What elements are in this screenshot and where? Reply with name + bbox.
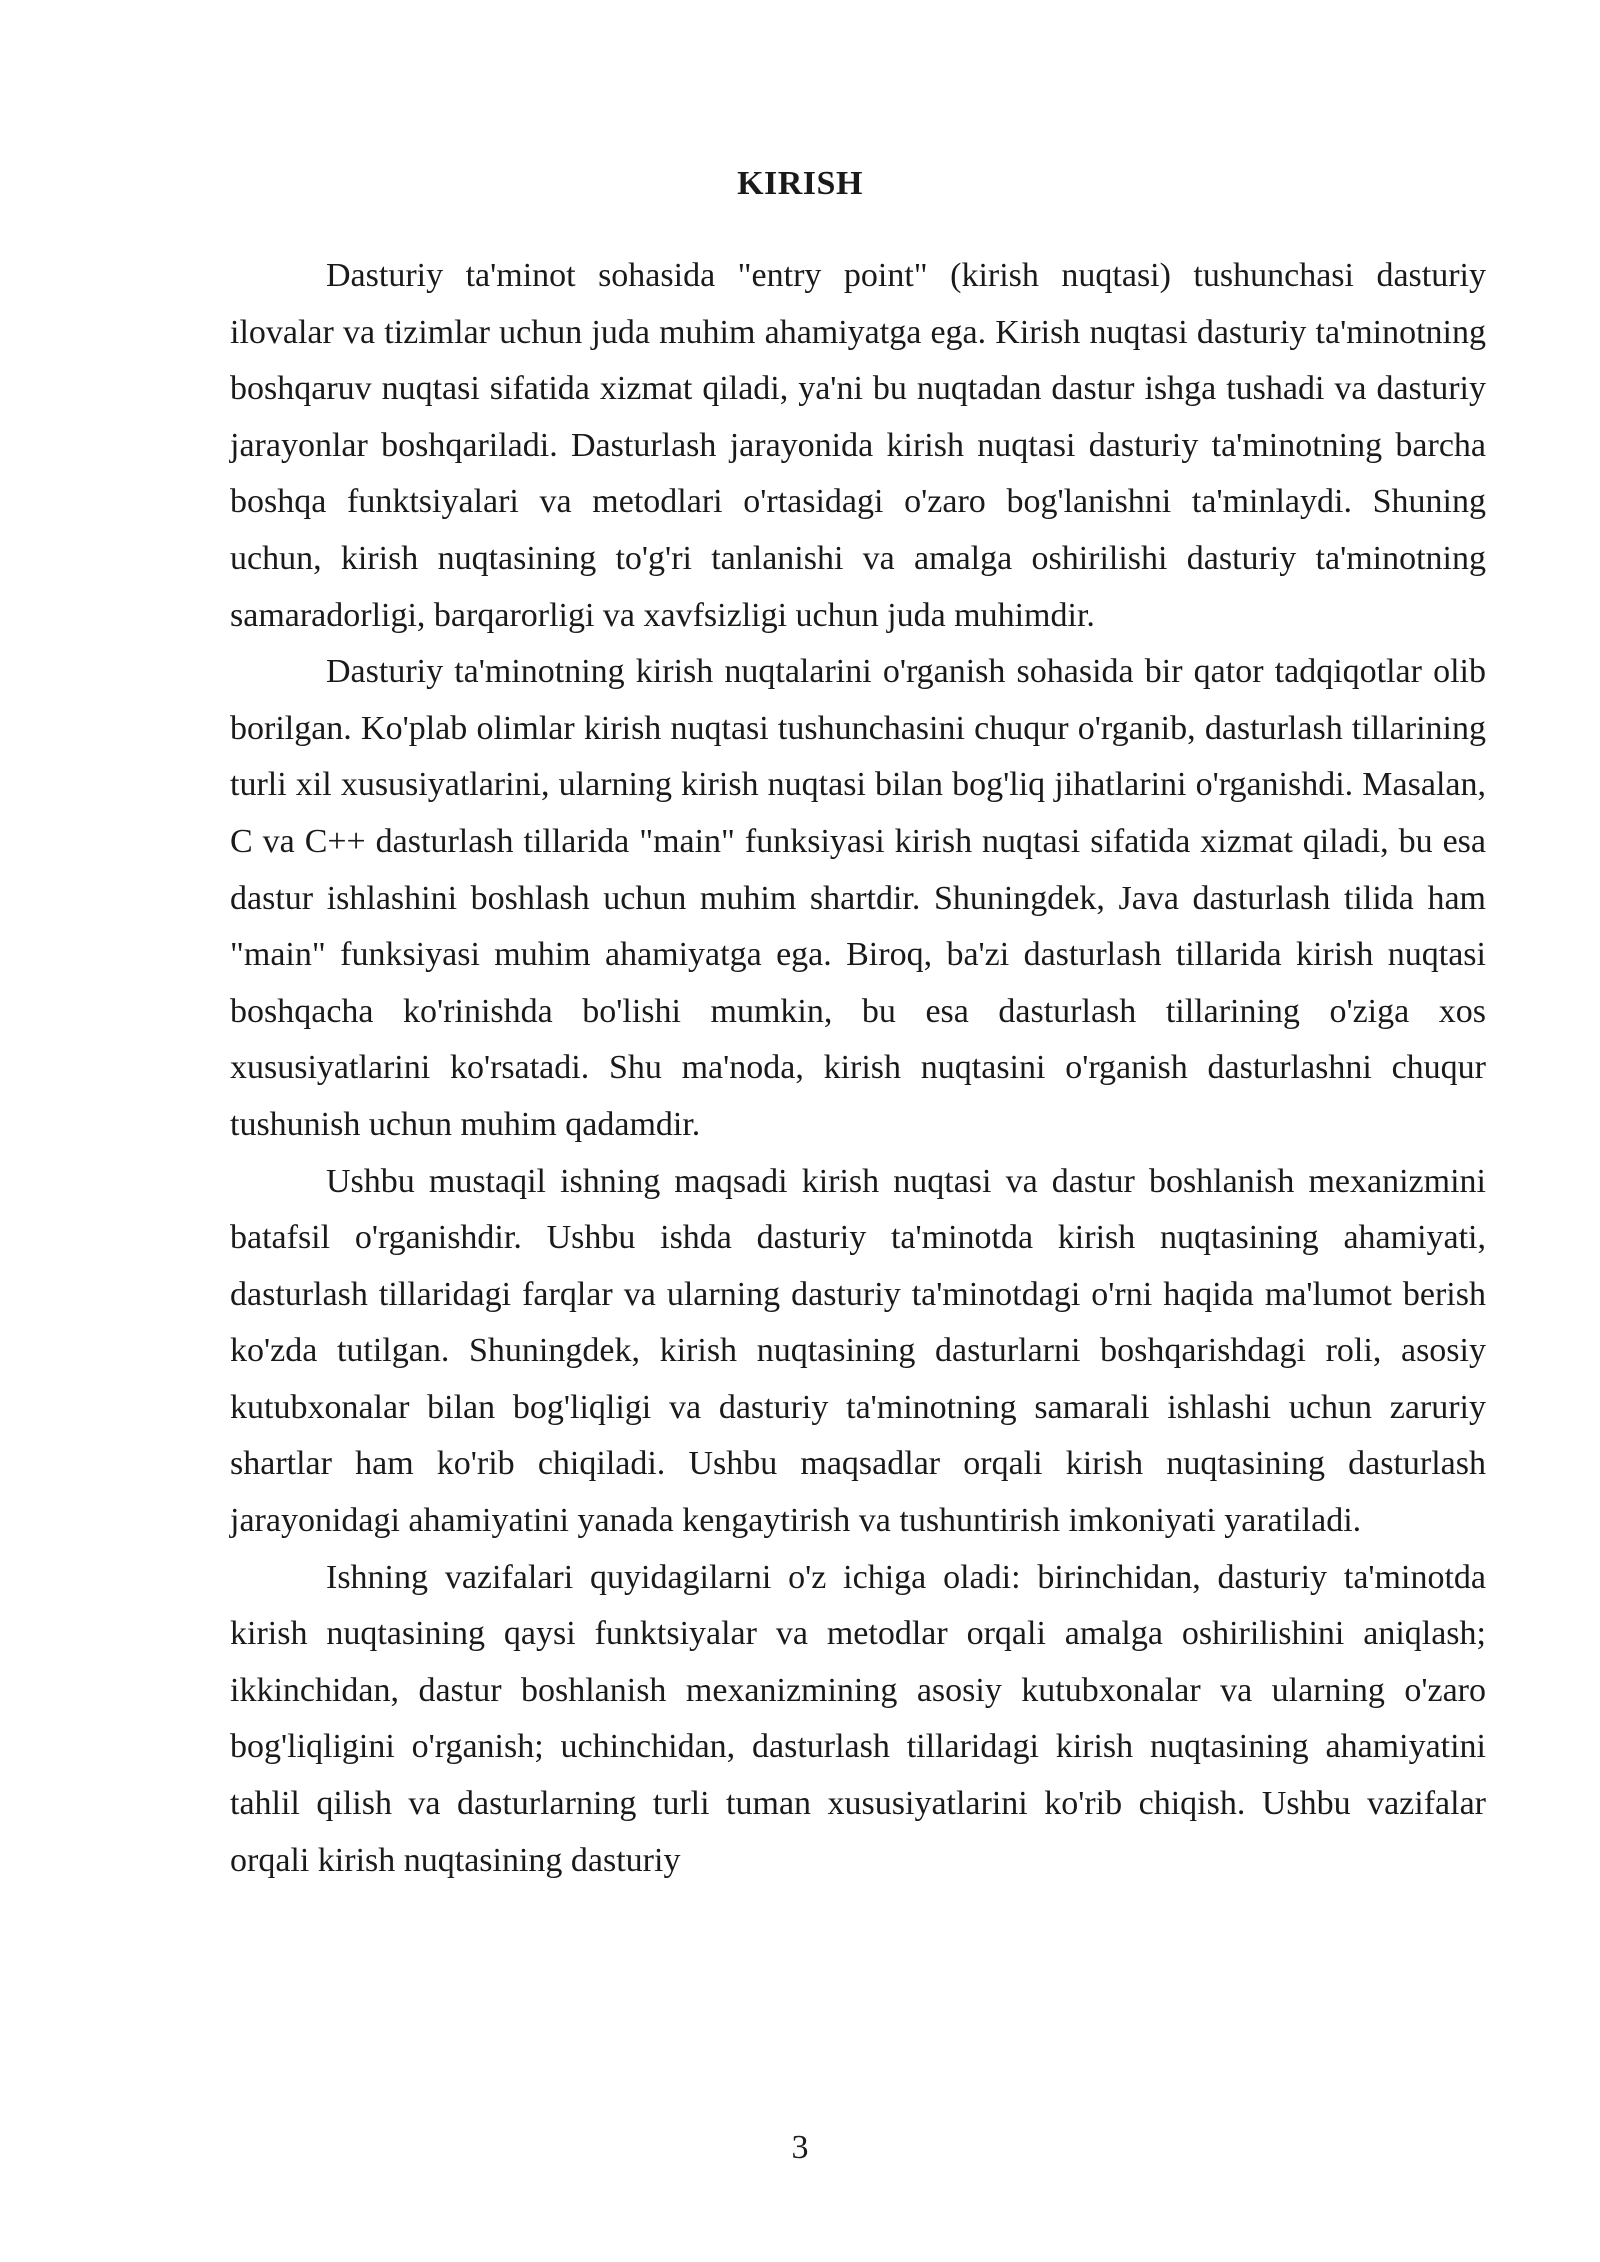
paragraph-1: Dasturiy ta'minot sohasida "entry point" (kirish nuqtasi) tushunchasi dasturiy ilovalar va tizimlar uchun juda muhim ahamiyatga ega. Kirish nuqtasi dasturiy ta'minotning boshqaruv nuqtasi sifatida xizmat qiladi, ya'ni bu nuqtadan dastur ishga tushadi va dasturiy jarayonlar boshqariladi. Dasturlash jarayonida kirish nuqtasi dasturiy ta'minotning barcha boshqa funktsiyalari va metodlari o'rtasidagi o'zaro bog'lanishni ta'minlaydi. Shuning uchun, kirish nuqtasining to'g'ri tanlanishi va amalga oshirilishi dasturiy ta'minotning samaradorligi, barqarorligi va xavfsizligi uchun juda muhimdir.: [230, 257, 1486, 634]
body-text: [230, 248, 1486, 1889]
paragraph-3: Ushbu mustaqil ishning maqsadi kirish nuqtasi va dastur boshlanish mexanizmini batafsil o'rganishdir. Ushbu ishda dasturiy ta'minotda kirish nuqtasining ahamiyati, dasturlash tillaridagi farqlar va ularning dasturiy ta'minotdagi o'rni haqida ma'lumot berish ko'zda tutilgan. Shuningdek, kirish nuqtasining dasturlarni boshqarishdagi roli, asosiy kutubxonalar bilan bog'liqligi va dasturiy ta'minotning samarali ishlashi uchun zaruriy shartlar ham ko'rib chiqiladi. Ushbu maqsadlar orqali kirish nuqtasining dasturlash jarayonidagi ahamiyatini yanada kengaytirish va tushuntirish imkoniyati yaratiladi.: [230, 1162, 1486, 1540]
page-title: KIRISH: [737, 165, 863, 202]
paragraph-4: Ishning vazifalari quyidagilarni o'z ichiga oladi: birinchidan, dasturiy ta'minotda kirish nuqtasining qaysi funktsiyalar va metodlar orqali amalga oshirilishini aniqlash; ikkinchidan, dastur boshlanish mexanizmining asosiy kutubxonalar va ularning o'zaro bog'liqligini o'rganish; uchinchidan, dasturlash tillaridagi kirish nuqtasining ahamiyatini tahlil qilish va dasturlarning turli tuman xususiyatlarini ko'rib chiqish. Ushbu vazifalar orqali kirish nuqtasining dasturiy: [230, 1558, 1486, 1879]
page-number: 3: [791, 2129, 809, 2166]
paragraph-2: Dasturiy ta'minotning kirish nuqtalarini o'rganish sohasida bir qator tadqiqotlar olib borilgan. Ko'plab olimlar kirish nuqtasi tushunchasini chuqur o'rganib, dasturlash tillarining turli xil xususiyatlarini, ularning kirish nuqtasi bilan bog'liq jihatlarini o'rganishdi. Masalan, C va C++ dasturlash tillarida "main" funksiyasi kirish nuqtasi sifatida xizmat qiladi, bu esa dastur ishlashini boshlash uchun muhim shartdir. Shuningdek, Java dasturlash tilida ham "main" funksiyasi muhim ahamiyatga ega. Biroq, ba'zi dasturlash tillarida kirish nuqtasi boshqacha ko'rinishda bo'lishi mumkin, bu esa dasturlash tillarining o'ziga xos xususiyatlarini ko'rsatadi. Shu ma'noda, kirish nuqtasini o'rganish dasturlashni chuqur tushunish uchun muhim qadamdir.: [230, 653, 1486, 1143]
